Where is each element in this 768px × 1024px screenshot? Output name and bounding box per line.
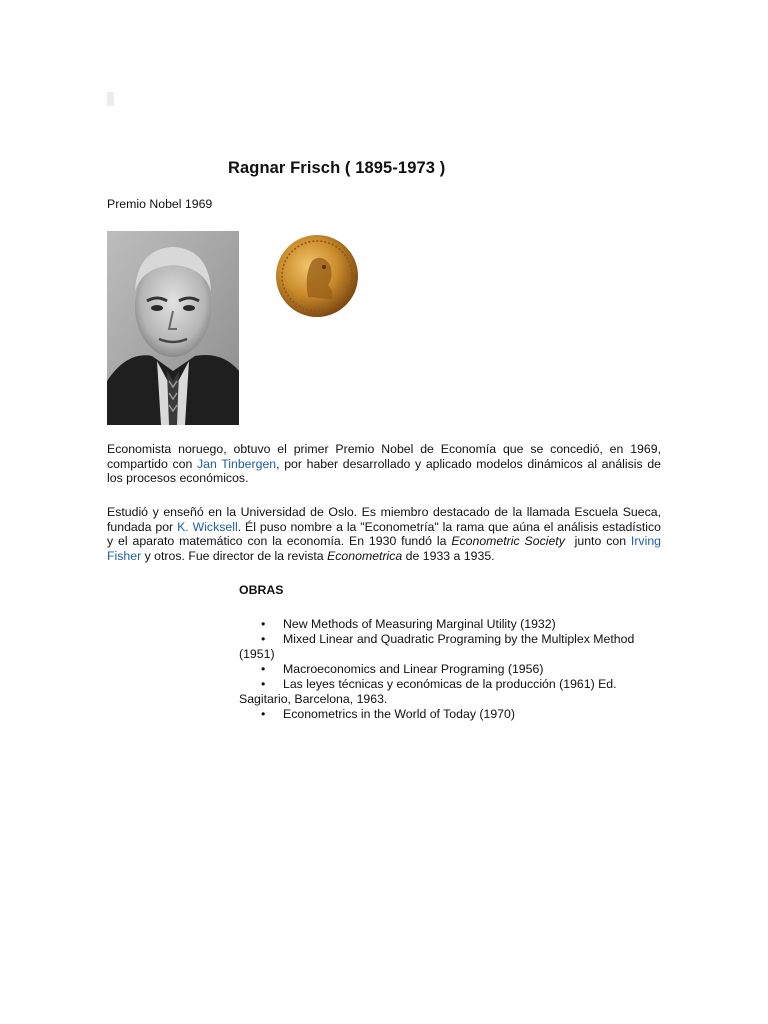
work-title: Las leyes técnicas y económicas de la producción (1961) Ed. Sagitario, Barcelona, 1963. xyxy=(239,677,617,706)
biography-paragraph xyxy=(107,505,661,564)
link-irving-fisher[interactable]: Irving Fisher xyxy=(107,534,661,564)
work-item xyxy=(239,707,659,722)
work-item xyxy=(239,617,659,632)
econometrica-journal-name: Econometrica xyxy=(327,549,403,564)
portrait-photo xyxy=(107,231,239,425)
bio-text-end: de 1933 a 1935. xyxy=(402,549,495,564)
bio-text-continued: . Él puso nombre a la "Econometría" la rama que aúna el análisis estadístico y el aparato matemático con la economía. En 1930 fundó la xyxy=(107,519,661,549)
page-marker xyxy=(107,92,114,106)
bullet-icon: • xyxy=(261,632,266,646)
intro-text-continued: , por haber desarrollado y aplicado modelos dinámicos al análisis de los procesos económicos. xyxy=(107,456,661,486)
page-title: Ragnar Frisch ( 1895-1973 ) xyxy=(228,159,446,177)
work-item xyxy=(239,662,659,677)
work-title: New Methods of Measuring Marginal Utility (1932) xyxy=(283,617,556,631)
work-title: Macroeconomics and Linear Programing (1956) xyxy=(283,662,544,676)
work-item xyxy=(239,677,659,707)
link-jan-tinbergen[interactable]: Jan Tinbergen xyxy=(196,456,277,471)
link-k-wicksell[interactable]: K. Wicksell xyxy=(177,519,238,534)
intro-text: Economista noruego, obtuvo el primer Premio Nobel de Economía que se concedió, en 1969, compartido con xyxy=(107,442,661,471)
work-title: Econometrics in the World of Today (1970) xyxy=(283,707,515,721)
work-item xyxy=(239,632,659,662)
bullet-icon: • xyxy=(261,617,266,631)
work-title: Mixed Linear and Quadratic Programing by the Multiplex Method (1951) xyxy=(239,632,635,661)
bio-text-continued: junto con xyxy=(564,534,631,549)
bullet-icon: • xyxy=(261,677,266,691)
bio-text-continued: y otros. Fue director de la revista xyxy=(141,549,328,564)
works-heading: OBRAS xyxy=(239,583,284,597)
bio-text: Estudió y enseñó en la Universidad de Oslo. Es miembro destacado de la llamada Escuela Sueca, fundada por xyxy=(107,505,661,534)
bullet-icon: • xyxy=(261,707,266,721)
bullet-icon: • xyxy=(261,662,266,676)
econometric-society-name: Econometric Society xyxy=(451,534,565,549)
nobel-medal-image xyxy=(274,231,360,320)
nobel-subtitle: Premio Nobel 1969 xyxy=(107,197,213,211)
intro-paragraph xyxy=(107,442,661,486)
works-list xyxy=(239,617,659,722)
